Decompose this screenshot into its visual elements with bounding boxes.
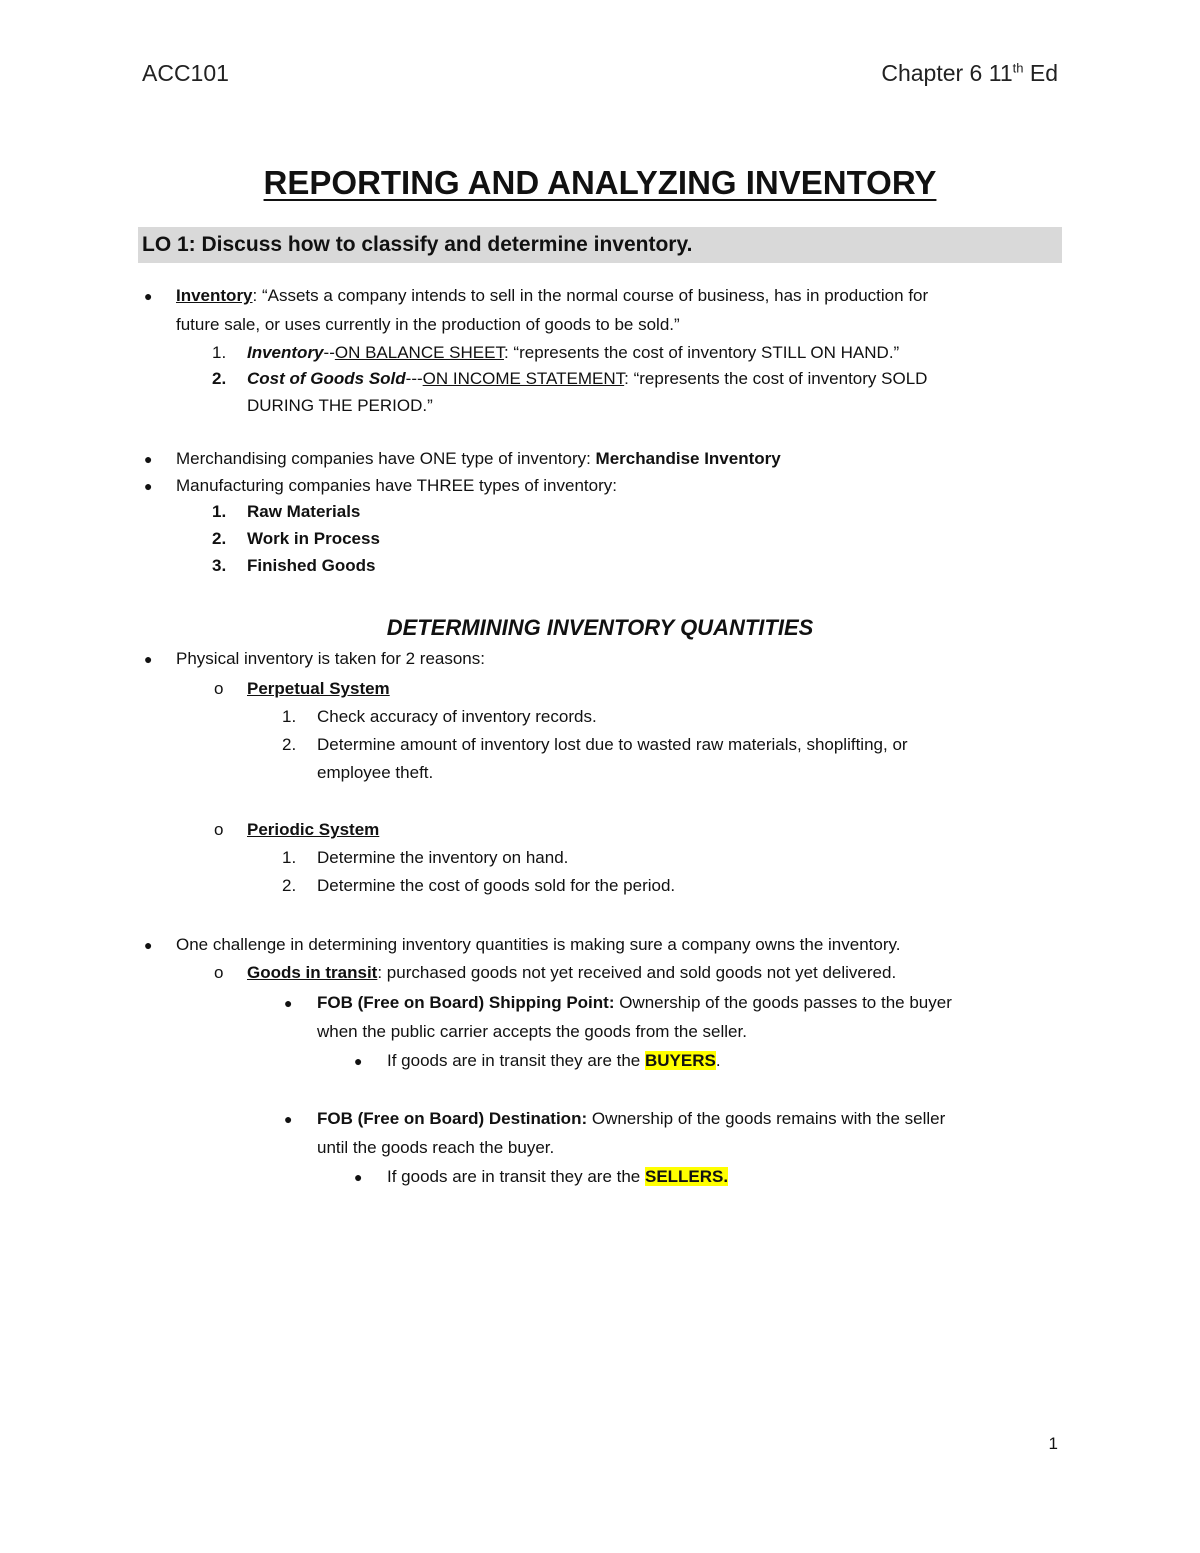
fob-dest-label: FOB (Free on Board) Destination:	[317, 1109, 588, 1128]
periodic-num-1: 1.	[282, 848, 297, 867]
challenge-line: One challenge in determining inventory quantities is making sure a company owns the inventory.	[176, 935, 901, 954]
transit-label: Goods in transit	[247, 963, 378, 982]
fob-ship-sub-end: .	[715, 1051, 721, 1070]
subdef-1-loc: ON BALANCE SHEET	[334, 343, 504, 362]
chapter-label	[881, 60, 1058, 87]
fob-dest-sub-text: If goods are in transit they are the	[387, 1167, 645, 1186]
fob-dest-line2: until the goods reach the buyer.	[317, 1138, 555, 1157]
periodic-item-1: Determine the inventory on hand.	[317, 848, 569, 867]
manuf-num-3: 3.	[212, 556, 227, 575]
page-number: 1	[1048, 1434, 1058, 1453]
section-heading: DETERMINING INVENTORY QUANTITIES	[386, 615, 814, 640]
manuf-type-1: Raw Materials	[247, 502, 361, 521]
bullet-icon: ●	[354, 1169, 363, 1185]
fob-ship-line1	[317, 992, 952, 1014]
inventory-definition-line2: future sale, or uses currently in the production of goods to be sold.”	[176, 315, 680, 334]
sellers-highlight: SELLERS.	[644, 1167, 729, 1186]
fob-dest-text: Ownership of the goods remains with the seller	[587, 1109, 946, 1128]
chapter-text: Chapter 6 11	[881, 60, 1013, 86]
fob-ship-label: FOB (Free on Board) Shipping Point:	[317, 993, 615, 1012]
subdef-2-term: Cost of Goods Sold	[247, 369, 406, 388]
bullet-icon: ●	[144, 478, 153, 494]
merch-text: Merchandising companies have ONE type of inventory:	[176, 449, 596, 468]
chapter-sup: th	[1012, 60, 1024, 76]
edition-text: Ed	[1023, 60, 1058, 86]
subdef-1-rest: : “represents the cost of inventory STILL ON HAND.”	[503, 343, 900, 362]
subdef-2-loc: ON INCOME STATEMENT	[422, 369, 625, 388]
perpetual-num-2: 2.	[282, 735, 297, 754]
inventory-definition-line1	[176, 285, 928, 307]
perpetual-item-2: Determine amount of inventory lost due to wasted raw materials, shoplifting, or	[317, 735, 908, 754]
manuf-type-2: Work in Process	[247, 529, 380, 548]
periodic-label: Periodic System	[247, 820, 380, 839]
perpetual-item-1: Check accuracy of inventory records.	[317, 707, 597, 726]
manuf-line: Manufacturing companies have THREE types of inventory:	[176, 476, 617, 495]
inventory-def-text1: : “Assets a company intends to sell in the normal course of business, has in production for	[252, 286, 929, 305]
merch-line	[176, 448, 781, 470]
perpetual-num-1: 1.	[282, 707, 297, 726]
course-code: ACC101	[142, 60, 229, 86]
bullet-icon: ●	[144, 651, 153, 667]
fob-dest-sub	[387, 1166, 728, 1188]
inventory-term: Inventory	[176, 286, 253, 305]
fob-ship-text: Ownership of the goods passes to the buyer	[614, 993, 952, 1012]
buyers-highlight: BUYERS	[644, 1051, 716, 1070]
fob-ship-line2: when the public carrier accepts the goods from the seller.	[317, 1022, 747, 1041]
fob-ship-sub	[387, 1050, 721, 1072]
subdef-2-line2: DURING THE PERIOD.”	[247, 396, 433, 415]
fob-ship-sub-text: If goods are in transit they are the	[387, 1051, 645, 1070]
subdef-2-rest: : “represents the cost of inventory SOLD	[624, 369, 928, 388]
subdef-2-sep: ---	[405, 369, 423, 388]
bullet-icon: ●	[284, 1111, 293, 1127]
subdef-num-1: 1.	[212, 343, 227, 362]
periodic-num-2: 2.	[282, 876, 297, 895]
bullet-icon: ●	[354, 1053, 363, 1069]
manuf-type-3: Finished Goods	[247, 556, 376, 575]
subdef-2	[247, 368, 927, 390]
circle-bullet-icon: o	[214, 679, 224, 698]
manuf-num-2: 2.	[212, 529, 227, 548]
transit-line	[247, 962, 896, 984]
periodic-item-2: Determine the cost of goods sold for the period.	[317, 876, 676, 895]
page-title: REPORTING AND ANALYZING INVENTORY	[263, 164, 937, 201]
bullet-icon: ●	[144, 451, 153, 467]
subdef-1-term: Inventory	[247, 343, 324, 362]
merch-bold: Merchandise Inventory	[595, 449, 781, 468]
learning-objective-1: LO 1: Discuss how to classify and determine inventory.	[138, 227, 1062, 263]
circle-bullet-icon: o	[214, 963, 224, 982]
transit-text: : purchased goods not yet received and sold goods not yet delivered.	[377, 963, 897, 982]
bullet-icon: ●	[144, 937, 153, 953]
bullet-icon: ●	[284, 995, 293, 1011]
manuf-num-1: 1.	[212, 502, 227, 521]
subdef-1	[247, 342, 899, 364]
perpetual-item-2-line2: employee theft.	[317, 763, 434, 782]
physical-line: Physical inventory is taken for 2 reasons:	[176, 649, 485, 668]
subdef-1-sep: --	[323, 343, 335, 362]
subdef-num-2: 2.	[212, 369, 227, 388]
fob-dest-line1	[317, 1108, 945, 1130]
bullet-icon: ●	[144, 288, 153, 304]
circle-bullet-icon: o	[214, 820, 224, 839]
perpetual-label: Perpetual System	[247, 679, 390, 698]
